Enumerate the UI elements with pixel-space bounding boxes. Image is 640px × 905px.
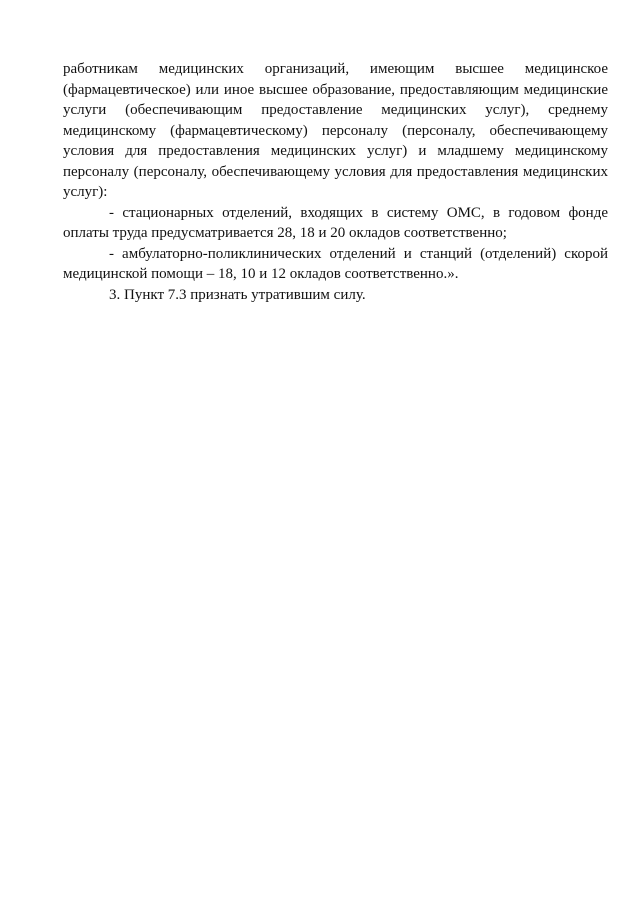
- point-3-paragraph: 3. Пункт 7.3 признать утратившим силу.: [109, 286, 366, 303]
- document-body: [63, 59, 608, 305]
- list-item-outpatient: - амбулаторно-поликлинических отделений и станций (отделений) скорой медицинской помощи – 18, 10 и 12 окладов соответственно.».: [63, 245, 608, 282]
- list-item-inpatient: - стационарных отделений, входящих в систему ОМС, в годовом фонде оплаты труда предусматривается 28, 18 и 20 окладов соответственно;: [63, 204, 608, 241]
- intro-paragraph: работникам медицинских организаций, имеющим высшее медицинское (фармацевтическое) или иное высшее образование, предоставляющим медицинские услуги (обеспечивающим предоставление медицинских услуг), среднему медицинскому (фармацевтическому) персоналу (персоналу, обеспечивающему условия для предоставления медицинских услуг) и младшему медицинскому персоналу (персоналу, обеспечивающему условия для предоставления медицинских услуг):: [63, 61, 608, 200]
